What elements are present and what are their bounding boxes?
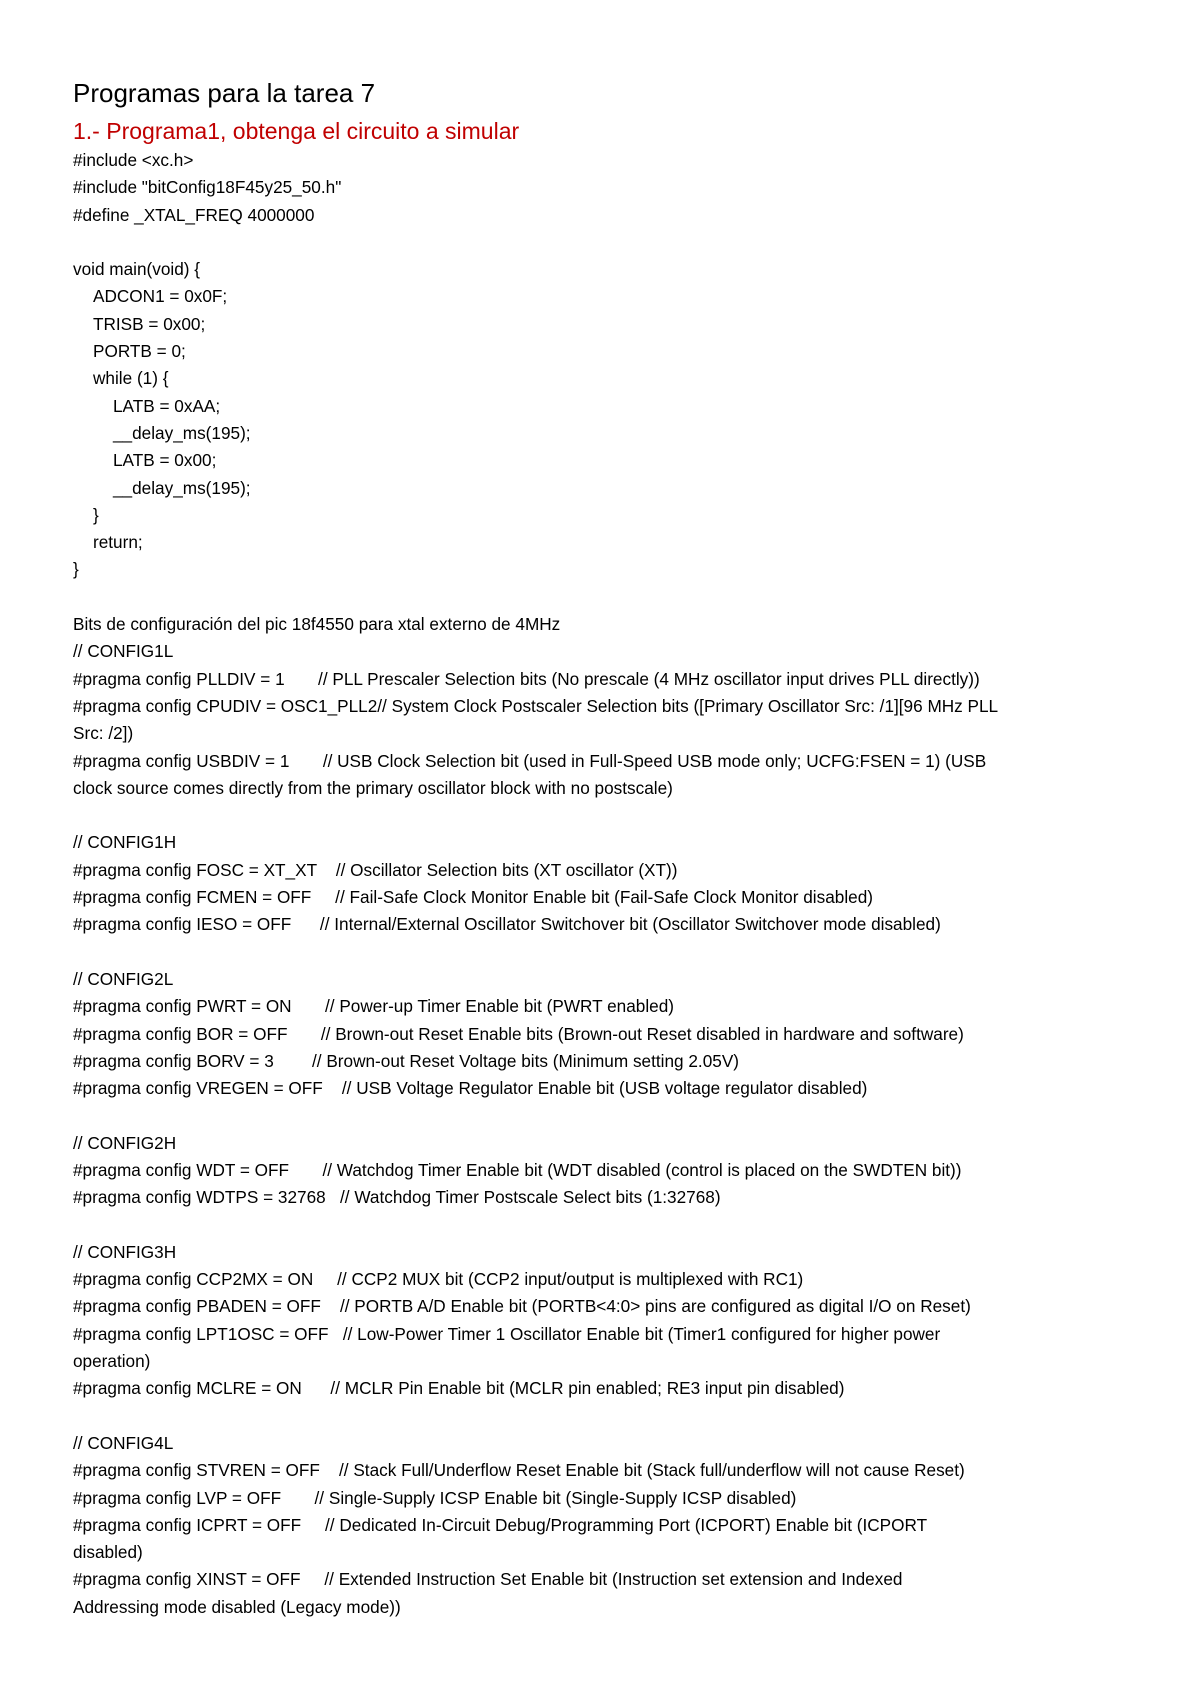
config-section-header: // CONFIG2L [73,968,174,989]
config-line: operation) [73,1351,151,1372]
code-line: } [93,504,99,525]
config-section-header: // CONFIG4L [73,1432,174,1453]
config-line: #pragma config PLLDIV = 1 // PLL Prescaler Selection bits (No prescale (4 MHz oscillator input drives PLL directly)) [73,668,980,689]
code-line: } [73,559,79,580]
config-line: #pragma config BOR = OFF // Brown-out Reset Enable bits (Brown-out Reset disabled in hardware and software) [73,1023,964,1044]
code-line: PORTB = 0; [93,341,186,362]
code-line: #define _XTAL_FREQ 4000000 [73,204,315,225]
document-title: Programas para la tarea 7 [73,78,376,108]
config-line: #pragma config PBADEN = OFF // PORTB A/D Enable bit (PORTB<4:0> pins are configured as digital I/O on Reset) [73,1296,971,1317]
code-line: LATB = 0x00; [113,450,217,471]
document-subtitle: 1.- Programa1, obtenga el circuito a simular [73,118,520,144]
blank-line [73,584,1153,611]
config-intro: Bits de configuración del pic 18f4550 para xtal externo de 4MHz [73,614,561,635]
config-line: disabled) [73,1542,143,1563]
config-line: #pragma config LVP = OFF // Single-Supply ICSP Enable bit (Single-Supply ICSP disabled) [73,1487,797,1508]
blank-line [73,939,1153,966]
code-line: while (1) { [93,368,169,389]
config-line: #pragma config STVREN = OFF // Stack Full/Underflow Reset Enable bit (Stack full/underflow will not cause Reset) [73,1460,965,1481]
config-line: clock source comes directly from the primary oscillator block with no postscale) [73,777,673,798]
code-line: #include <xc.h> [73,150,194,170]
config-line: Src: /2]) [73,723,134,744]
config-line: #pragma config BORV = 3 // Brown-out Reset Voltage bits (Minimum setting 2.05V) [73,1050,740,1071]
config-line: #pragma config IESO = OFF // Internal/External Oscillator Switchover bit (Oscillator Switchover mode disabled) [73,914,941,935]
config-section-header: // CONFIG1H [73,832,177,853]
code-line: ADCON1 = 0x0F; [93,286,228,307]
code-line: return; [93,532,143,553]
blank-line [73,802,1153,829]
blank-line [73,1212,1153,1239]
code-line: #include "bitConfig18F45y25_50.h" [73,177,342,198]
document-body [73,147,1153,1621]
blank-line [73,1403,1153,1430]
config-line: #pragma config XINST = OFF // Extended Instruction Set Enable bit (Instruction set extension and Indexed [73,1569,903,1590]
blank-line [73,229,1153,256]
code-line: void main(void) { [73,259,201,280]
config-section-header: // CONFIG3H [73,1241,177,1262]
config-section-header: // CONFIG2H [73,1132,177,1153]
config-section-header: // CONFIG1L [73,641,174,662]
config-line: #pragma config CPUDIV = OSC1_PLL2// System Clock Postscaler Selection bits ([Primary Oscillator Src: /1][96 MHz PLL [73,695,999,716]
blank-line [73,1102,1153,1129]
code-line: TRISB = 0x00; [93,313,206,334]
code-line: __delay_ms(195); [113,477,251,498]
config-line: #pragma config FCMEN = OFF // Fail-Safe Clock Monitor Enable bit (Fail-Safe Clock Monitor disabled) [73,887,873,908]
config-line: #pragma config WDTPS = 32768 // Watchdog Timer Postscale Select bits (1:32768) [73,1187,721,1208]
config-line: #pragma config VREGEN = OFF // USB Voltage Regulator Enable bit (USB voltage regulator disabled) [73,1078,868,1099]
config-line: #pragma config USBDIV = 1 // USB Clock Selection bit (used in Full-Speed USB mode only; UCFG:FSEN = 1) (USB [73,750,987,771]
config-line: Addressing mode disabled (Legacy mode)) [73,1596,401,1617]
code-line: LATB = 0xAA; [113,395,221,416]
config-line: #pragma config PWRT = ON // Power-up Timer Enable bit (PWRT enabled) [73,996,675,1017]
config-line: #pragma config FOSC = XT_XT // Oscillator Selection bits (XT oscillator (XT)) [73,859,678,880]
config-line: #pragma config WDT = OFF // Watchdog Timer Enable bit (WDT disabled (control is placed on the SWDTEN bit)) [73,1159,962,1180]
config-line: #pragma config ICPRT = OFF // Dedicated In-Circuit Debug/Programming Port (ICPORT) Enable bit (ICPORT [73,1514,928,1535]
code-line: __delay_ms(195); [113,422,251,443]
config-line: #pragma config MCLRE = ON // MCLR Pin Enable bit (MCLR pin enabled; RE3 input pin disabled) [73,1378,845,1399]
config-line: #pragma config CCP2MX = ON // CCP2 MUX bit (CCP2 input/output is multiplexed with RC1) [73,1269,804,1290]
config-line: #pragma config LPT1OSC = OFF // Low-Power Timer 1 Oscillator Enable bit (Timer1 configured for higher power [73,1323,941,1344]
